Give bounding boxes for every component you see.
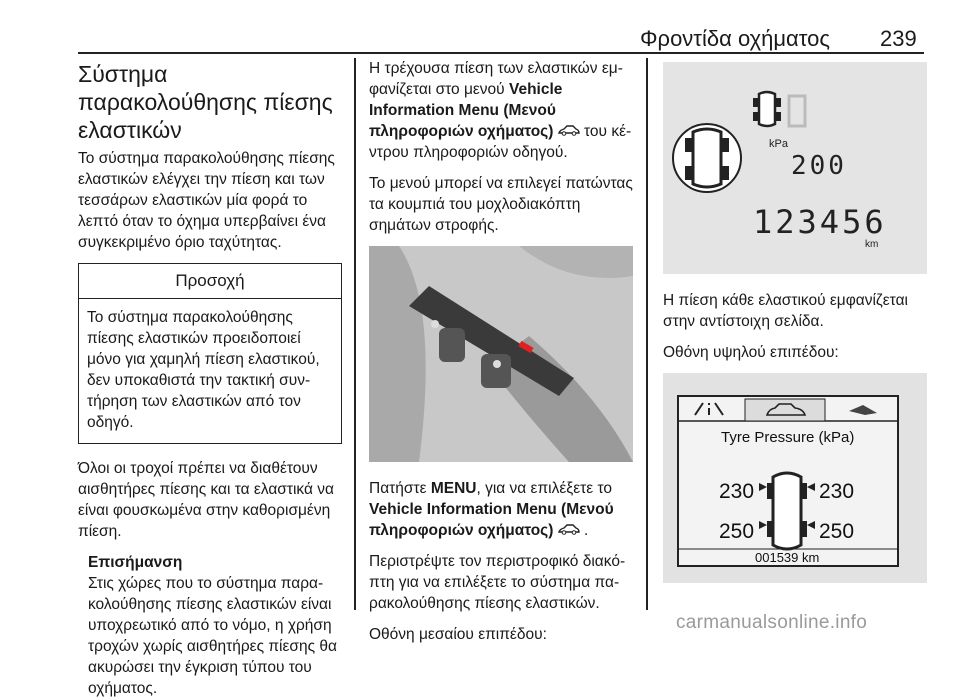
intro-paragraph: Το σύστημα παρακολούθησης πίεσης ελαστικών ελέγχει την πίεση και των τεσσάρων ελαστικών μία φορά το λεπτό όταν το όχημα υπερβαίνει ένα συγκεκριμένο όριο ταχύτητας.	[78, 150, 335, 251]
column-1	[78, 58, 342, 699]
menu-name: Vehicle Information Menu (Μενού πληροφοριών οχήματος)	[369, 501, 614, 539]
note	[78, 552, 342, 699]
column-2	[369, 58, 633, 655]
column-divider	[646, 58, 648, 610]
page-header-title: Φροντίδα οχήματος	[640, 26, 830, 51]
highlevel-display-image	[663, 373, 927, 583]
paragraph: Οθόνη μεσαίου επιπέδου:	[369, 626, 547, 643]
front-left-pressure: 230	[719, 480, 755, 503]
paragraph	[369, 58, 633, 163]
car-icon	[558, 123, 584, 140]
front-right-pressure: 230	[819, 480, 855, 503]
turn-signal-lever-image	[369, 246, 633, 462]
note-title: Επισήμανση	[88, 554, 183, 571]
note-text: Στις χώρες που το σύστημα παρακολούθησης πίεσης ελαστικών είναι υποχρεωτικό από το νόμο, η χρήση τροχών χωρίς αισθητήρες πίεσης θα ακυρώσει την έγκριση τύπου του οχήματος.	[88, 575, 337, 697]
paragraph: Όλοι οι τροχοί πρέπει να διαθέτουν αισθητήρες πίεσης και τα ελαστικά να είναι φουσκωμένα στην καθορισμένη πίεση.	[78, 460, 334, 540]
section-title: Σύστημα παρακολούθησης πίεσης ελαστικών	[78, 61, 333, 143]
text: του κέντρου πληροφοριών οδηγού.	[369, 123, 632, 161]
paragraph: Περιστρέψτε τον περιστροφικό διακόπτη για να επιλέξετε το σύστημα παρακολούθησης πίεσης ελαστικών.	[369, 553, 626, 612]
odometer-unit: km	[865, 239, 879, 250]
rear-left-pressure: 250	[719, 520, 755, 543]
paragraph: Το μενού μπορεί να επιλεγεί πατώντας τα κουμπιά του μοχλοδιακόπτη σημάτων στροφής.	[369, 175, 633, 234]
menu-button-label: MENU	[430, 480, 477, 497]
odometer-value: 001539 km	[755, 550, 820, 565]
odometer-value: 123456	[753, 203, 887, 241]
text: Η τρέχουσα πίεση των ελαστικών εμφανίζεται στο μενού	[369, 60, 623, 98]
paragraph: Οθόνη υψηλού επιπέδου:	[663, 344, 839, 361]
rear-right-pressure: 250	[819, 520, 855, 543]
paragraph	[369, 478, 633, 541]
column-divider	[354, 58, 356, 610]
tyre-pressure-value: 200	[791, 151, 847, 181]
highlevel-screen	[677, 395, 899, 567]
pressure-unit: kPa	[769, 138, 788, 150]
watermark: carmanualsonline.info	[676, 612, 868, 633]
text: .	[584, 522, 589, 539]
caution-box	[78, 263, 342, 444]
page-number: 239	[880, 26, 917, 51]
midlevel-display-image	[663, 62, 927, 274]
column-3	[663, 58, 927, 599]
tyre-pressure-title: Tyre Pressure (kPa)	[721, 429, 855, 446]
paragraph: Η πίεση κάθε ελαστικού εμφανίζεται στην αντίστοιχη σελίδα.	[663, 292, 908, 330]
header-rule	[78, 52, 924, 54]
text: Πατήστε	[369, 480, 431, 497]
caution-text: Το σύστημα παρακολούθησης πίεσης ελαστικών προειδοποιεί μόνο για χαμηλή πίεση ελαστικού, δεν υποκαθιστά την τακτική συντήρηση των ελαστικών από τον οδηγό.	[87, 309, 320, 431]
menu-name: Vehicle Information Menu (Μενού πληροφοριών οχήματος)	[369, 81, 563, 140]
text: , για να επιλέξετε το	[476, 480, 612, 497]
caution-title: Προσοχή	[79, 264, 341, 299]
car-icon	[558, 522, 584, 539]
